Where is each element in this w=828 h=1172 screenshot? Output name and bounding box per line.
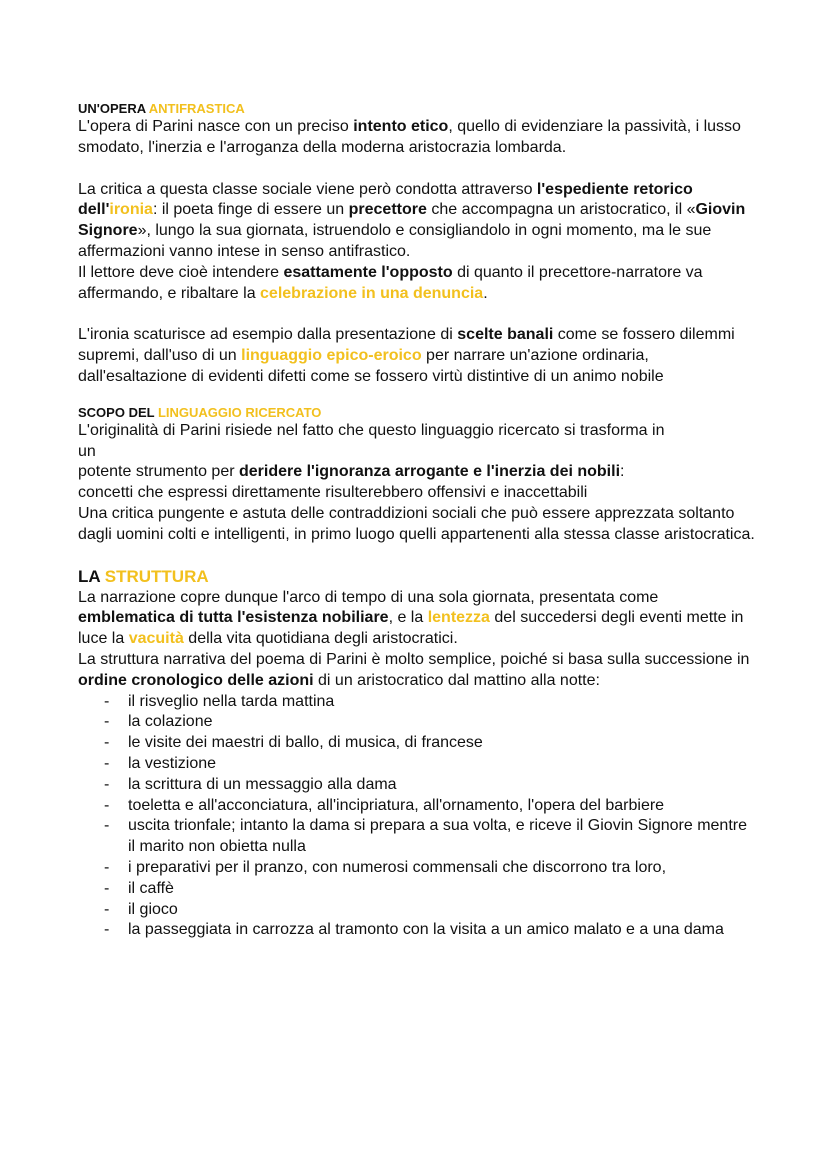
list-item: - il gioco (78, 900, 758, 921)
list-item: - la passeggiata in carrozza al tramonto con la visita a un amico malato e a una dama (78, 920, 758, 941)
list-item: - il risveglio nella tarda mattina (78, 692, 758, 713)
section-heading-opera (78, 100, 758, 117)
paragraph-concetti: concetti che espressi direttamente risulterebbero offensivi e inaccettabili (78, 484, 588, 502)
heading-text: LA (78, 566, 105, 586)
heading-text: SCOPO DEL (78, 404, 158, 420)
list-item: - i preparativi per il pranzo, con numerosi commensali che discorrono tra loro, (78, 858, 758, 879)
section-heading-struttura (78, 566, 758, 588)
section-heading-scopo (78, 404, 758, 421)
heading-highlight: LINGUAGGIO RICERCATO (157, 404, 322, 420)
highlight-text: linguaggio epico-eroico (241, 347, 422, 365)
bold-text: esattamente l'opposto (283, 263, 453, 281)
paragraph-strumento: potente strumento per deridere l'ignoranza arrogante e l'inerzia dei nobili: (78, 463, 625, 481)
paragraph-lettore: Il lettore deve cioè intendere esattamente l'opposto di quanto il precettore-narratore va affermando, e ribaltare la celebrazione in una denuncia. (78, 263, 703, 302)
paragraph-intento: L'opera di Parini nasce con un preciso intento etico, quello di evidenziare la passività, i lusso smodato, l'inerzia e l'arroganza della moderna aristocrazia lombarda. (78, 118, 741, 156)
bold-text: ordine cronologico delle azioni (78, 671, 314, 689)
heading-text: UN'OPERA (78, 101, 149, 116)
document-page (78, 100, 758, 941)
heading-highlight: STRUTTURA (104, 566, 209, 586)
list-item: - la vestizione (78, 754, 758, 775)
bold-text: intento etico (353, 118, 449, 135)
heading-highlight: ANTIFRASTICA (148, 101, 245, 116)
list-item: - le visite dei maestri di ballo, di musica, di francese (78, 733, 758, 754)
bold-text: scelte banali (457, 326, 554, 344)
list-item: - il caffè (78, 879, 758, 900)
list-item: - la scrittura di un messaggio alla dama (78, 775, 758, 796)
highlight-text: celebrazione in una denuncia (260, 284, 484, 302)
bold-text: emblematica di tutta l'esistenza nobiliare (78, 609, 389, 627)
bold-text: Giovin Signore (78, 201, 746, 240)
paragraph-critica-pungente: Una critica pungente e astuta delle contraddizioni sociali che può essere apprezzata soltanto dagli uomini colti e intelligenti, in primo luogo quelli appartenenti alla stessa classe aristocratica. (78, 504, 755, 543)
paragraph-struttura-narrativa: La struttura narrativa del poema di Parini è molto semplice, poiché si basa sulla successione in ordine cronologico delle azioni di un aristocratico dal mattino alla notte: (78, 650, 750, 689)
bold-text: precettore (348, 201, 427, 219)
list-item: - la colazione (78, 712, 758, 733)
highlight-text: lentezza (427, 609, 490, 627)
day-actions-list (78, 692, 758, 942)
paragraph-originalita: L'originalità di Parini risiede nel fatto che questo linguaggio ricercato si trasforma in un (78, 421, 665, 460)
list-item: - toeletta e all'acconciatura, all'incipriatura, all'ornamento, l'opera del barbiere (78, 796, 758, 817)
highlight-text: ironia (109, 201, 153, 219)
paragraph-critica: La critica a questa classe sociale viene però condotta attraverso l'espediente retorico dell'ironia: il poeta finge di essere un precettore che accompagna un aristocratico, il «Giovin Signore», lungo la sua giornata, istruendolo e consigliandolo in ogni momento, ma le sue affermazioni vanno intese in senso antifrastico. (78, 180, 746, 260)
paragraph-narrazione: La narrazione copre dunque l'arco di tempo di una sola giornata, presentata come emblematica di tutta l'esistenza nobiliare, e la lentezza del succedersi degli eventi mette in luce la vacuità della vita quotidiana degli aristocratici. (78, 588, 744, 648)
highlight-text: vacuità (128, 630, 184, 648)
bold-text: deridere l'ignoranza arrogante e l'inerzia dei nobili (238, 463, 621, 481)
paragraph-ironia: L'ironia scaturisce ad esempio dalla presentazione di scelte banali come se fossero dilemmi supremi, dall'uso di un linguaggio epico-eroico per narrare un'azione ordinaria, dall'esaltazione di evidenti difetti come se fossero virtù distintive di un animo nobile (78, 326, 735, 385)
bold-text: l'espediente retorico dell' (78, 180, 693, 219)
list-item: - uscita trionfale; intanto la dama si prepara a sua volta, e riceve il Giovin Signore mentre il marito non obietta nulla (78, 816, 758, 858)
